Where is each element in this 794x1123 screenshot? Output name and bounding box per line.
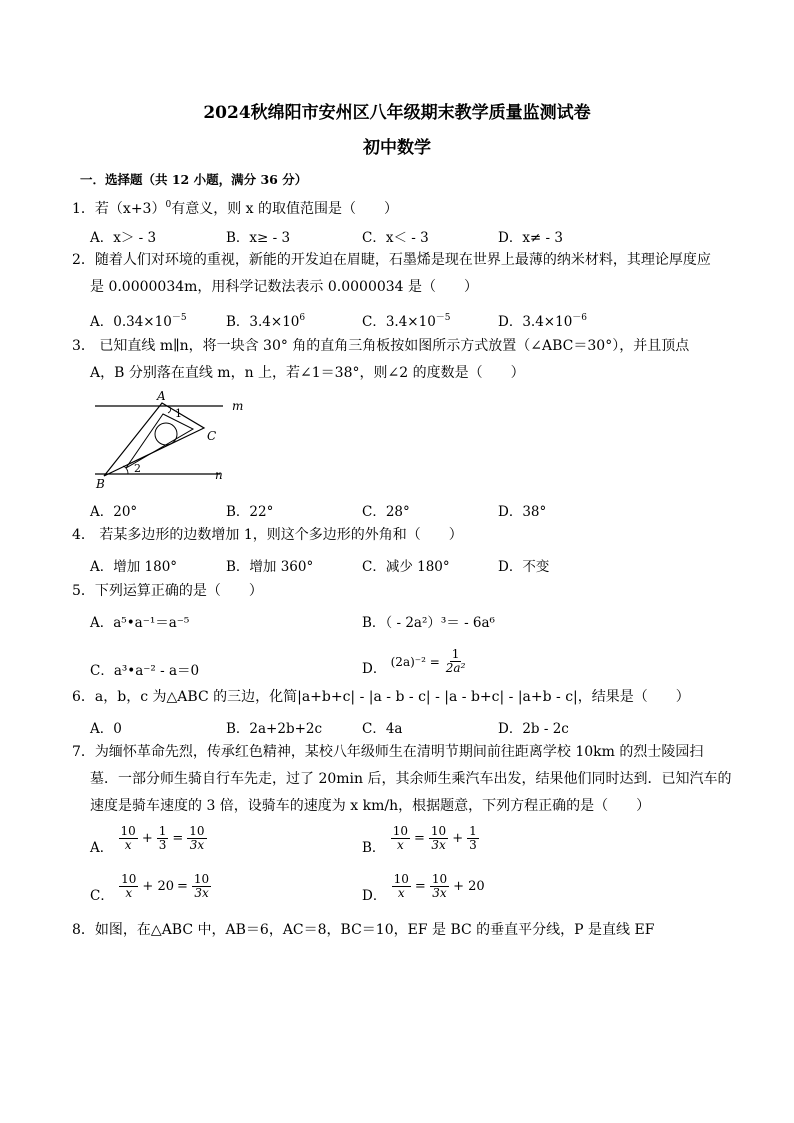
numerator: 1: [158, 824, 167, 838]
operator: +: [141, 831, 153, 846]
triangle-figure: [90, 388, 260, 490]
denominator: 3x: [431, 838, 446, 852]
question-number: 3．: [72, 338, 95, 354]
operator: =: [172, 831, 184, 846]
question-3: [72, 333, 732, 387]
hole-circle: [155, 423, 177, 445]
question-5: [72, 578, 732, 605]
numerator: 10: [430, 824, 447, 838]
exponent: －5: [171, 313, 187, 323]
question-text: 有意义，则 x 的取值范围是（ ）: [171, 201, 398, 217]
fraction: [429, 825, 448, 852]
question-6: [72, 684, 732, 711]
denominator: x: [124, 838, 132, 852]
q7-option-a[interactable]: [90, 825, 208, 856]
fraction: [391, 825, 410, 852]
fraction: [192, 873, 211, 900]
fraction: [392, 873, 411, 900]
label-b: B: [96, 477, 105, 490]
numerator: 1: [469, 824, 477, 838]
question-number: 2．: [72, 252, 95, 268]
exponent: 0: [165, 200, 172, 210]
option-label: C．: [90, 888, 114, 904]
question-number: 1．: [72, 201, 95, 217]
q6-option-c[interactable]: C．4a: [362, 721, 403, 737]
option-text: A．0.34×10: [90, 314, 172, 330]
operator: =: [414, 831, 425, 846]
question-number: 5．: [72, 583, 95, 599]
q4-option-c[interactable]: C．减少 180°: [362, 559, 450, 575]
numerator: 10: [392, 824, 408, 838]
denominator: 2a²: [445, 661, 466, 675]
label-angle-1: 1: [175, 407, 182, 420]
section-heading: 一．选择题（共 12 小题，满分 36 分）: [80, 172, 308, 187]
question-text: 速度是骑车速度的 3 倍，设骑车的速度为 x km/h，根据题意，下列方程正确的是（ ）: [90, 798, 651, 814]
q2-option-b[interactable]: [226, 310, 305, 330]
exam-subtitle: 初中数学: [363, 138, 431, 158]
q7-option-c[interactable]: [90, 873, 212, 904]
q2-option-d[interactable]: [498, 310, 587, 330]
question-number: 8．: [72, 922, 95, 938]
question-text: 墓．一部分师生骑自行车先走，过了 20min 后，其余师生乘汽车出发，结果他们同时达到．已知汽车的: [90, 771, 732, 787]
numerator: 10: [393, 872, 409, 886]
triangle-inner: [126, 414, 193, 468]
fraction: [119, 873, 138, 900]
exam-title: 2024秋绵阳市安州区八年级期末教学质量监测试卷: [203, 103, 591, 123]
operator: =: [414, 879, 426, 894]
option-text: D．3.4×10: [498, 314, 573, 330]
numerator: 10: [121, 872, 137, 886]
q3-option-b[interactable]: B．22°: [226, 504, 274, 520]
denominator: 3x: [432, 886, 447, 900]
q1-option-d[interactable]: D．x≠ - 3: [498, 230, 563, 246]
q1-option-c[interactable]: C．x＜ - 3: [362, 230, 429, 246]
q5-option-c[interactable]: C．a³•a⁻² - a＝0: [90, 663, 200, 679]
exponent: －6: [572, 313, 588, 323]
denominator: 3x: [194, 886, 209, 900]
q4-option-a[interactable]: A．增加 180°: [90, 559, 178, 575]
q5-option-d[interactable]: [362, 648, 468, 677]
operator: + 20: [453, 879, 485, 894]
formula: [118, 873, 212, 900]
operator: +: [452, 831, 464, 846]
formula-lhs: (2a)⁻² =: [390, 654, 440, 669]
question-text: 为缅怀革命先烈，传承红色精神，某校八年级师生在清明节期间前往距离学校 10km 的烈士陵园扫: [94, 744, 704, 760]
denominator: x: [396, 838, 404, 852]
formula: [391, 648, 469, 675]
question-4: [72, 522, 732, 549]
question-number: 4．: [72, 527, 95, 543]
fraction: [119, 825, 138, 852]
question-number: 7．: [72, 744, 95, 760]
option-label: A．: [90, 840, 114, 856]
formula: [118, 825, 208, 852]
label-angle-2: 2: [134, 462, 141, 475]
q1-option-b[interactable]: B．x≥ - 3: [226, 230, 291, 246]
question-number: 6．: [72, 689, 95, 705]
numerator: 10: [193, 872, 210, 886]
option-label: D．: [362, 888, 387, 904]
option-label: B．: [362, 840, 386, 856]
operator: =: [177, 879, 188, 894]
denominator: 3x: [189, 838, 205, 852]
denominator: x: [397, 886, 405, 900]
q2-option-a[interactable]: [90, 310, 187, 330]
question-8: [72, 917, 732, 944]
formula: [391, 873, 485, 900]
q6-option-b[interactable]: B．2a+2b+2c: [226, 721, 323, 737]
question-text: A，B 分别落在直线 m，n 上，若∠1＝38°，则∠2 的度数是（ ）: [90, 365, 525, 381]
fraction: [187, 825, 206, 852]
question-1: [72, 192, 732, 223]
q3-option-a[interactable]: A．20°: [90, 504, 138, 520]
numerator: 1: [451, 647, 460, 661]
q3-option-d[interactable]: D．38°: [498, 504, 547, 520]
denominator: 3: [469, 838, 477, 852]
q7-option-d[interactable]: [362, 873, 485, 904]
formula: [390, 825, 480, 852]
q2-option-c[interactable]: [362, 310, 451, 330]
label-m: m: [232, 399, 244, 413]
question-text: 是 0.0000034m，用科学记数法表示 0.0000034 是（ ）: [90, 279, 479, 295]
numerator: 10: [120, 824, 136, 838]
q6-option-d[interactable]: D．2b - 2c: [498, 721, 569, 737]
question-text: 若（x+3）: [94, 201, 166, 217]
fraction: [444, 648, 468, 675]
q1-option-a[interactable]: A．x＞ - 3: [90, 230, 157, 246]
q4-option-b[interactable]: B．增加 360°: [226, 559, 314, 575]
denominator: x: [125, 886, 133, 900]
fraction: [467, 825, 479, 852]
label-n: n: [215, 468, 223, 482]
q6-option-a[interactable]: A．0: [90, 721, 122, 737]
exponent: 6: [299, 313, 306, 323]
question-text: 如图，在△ABC 中，AB＝6，AC＝8，BC＝10，EF 是 BC 的垂直平分线，P 是直线 EF: [94, 922, 655, 938]
option-text: B．3.4×10: [226, 314, 300, 330]
q5-option-a[interactable]: A．a⁵•a⁻¹＝a⁻⁵: [90, 615, 190, 631]
question-text: 已知直线 m∥n，将一块含 30° 角的直角三角板按如图所示方式放置（∠ABC＝30°），并且顶点: [94, 338, 690, 354]
q7-option-b[interactable]: [362, 825, 480, 856]
question-text: a，b，c 为△ABC 的三边，化简|a+b+c| - |a - b - c| - |a - b+c| - |a+b - c|，结果是（ ）: [94, 689, 690, 705]
question-text: 随着人们对环境的重视，新能的开发迫在眉睫，石墨烯是现在世界上最薄的纳米材料，其理论厚度应: [94, 252, 711, 268]
question-2: [72, 247, 732, 301]
q4-option-d[interactable]: D．不变: [498, 559, 550, 575]
fraction: [157, 825, 169, 852]
option-label: D．: [362, 661, 387, 677]
operator: + 20: [142, 879, 174, 894]
triangle-plate: [104, 403, 204, 476]
numerator: 10: [189, 824, 205, 838]
label-a: A: [157, 389, 166, 403]
fraction: [430, 873, 449, 900]
q3-option-c[interactable]: C．28°: [362, 504, 410, 520]
question-text: 下列运算正确的是（ ）: [94, 583, 263, 599]
option-text: C．3.4×10: [362, 314, 436, 330]
q5-option-b[interactable]: B．（ - 2a²）³＝ - 6a⁶: [362, 615, 495, 631]
exponent: －5: [435, 313, 451, 323]
numerator: 10: [431, 872, 448, 886]
question-text: 若某多边形的边数增加 1，则这个多边形的外角和（ ）: [94, 527, 463, 543]
denominator: 3: [158, 838, 167, 852]
question-7: [72, 739, 732, 820]
label-c: C: [207, 429, 217, 443]
